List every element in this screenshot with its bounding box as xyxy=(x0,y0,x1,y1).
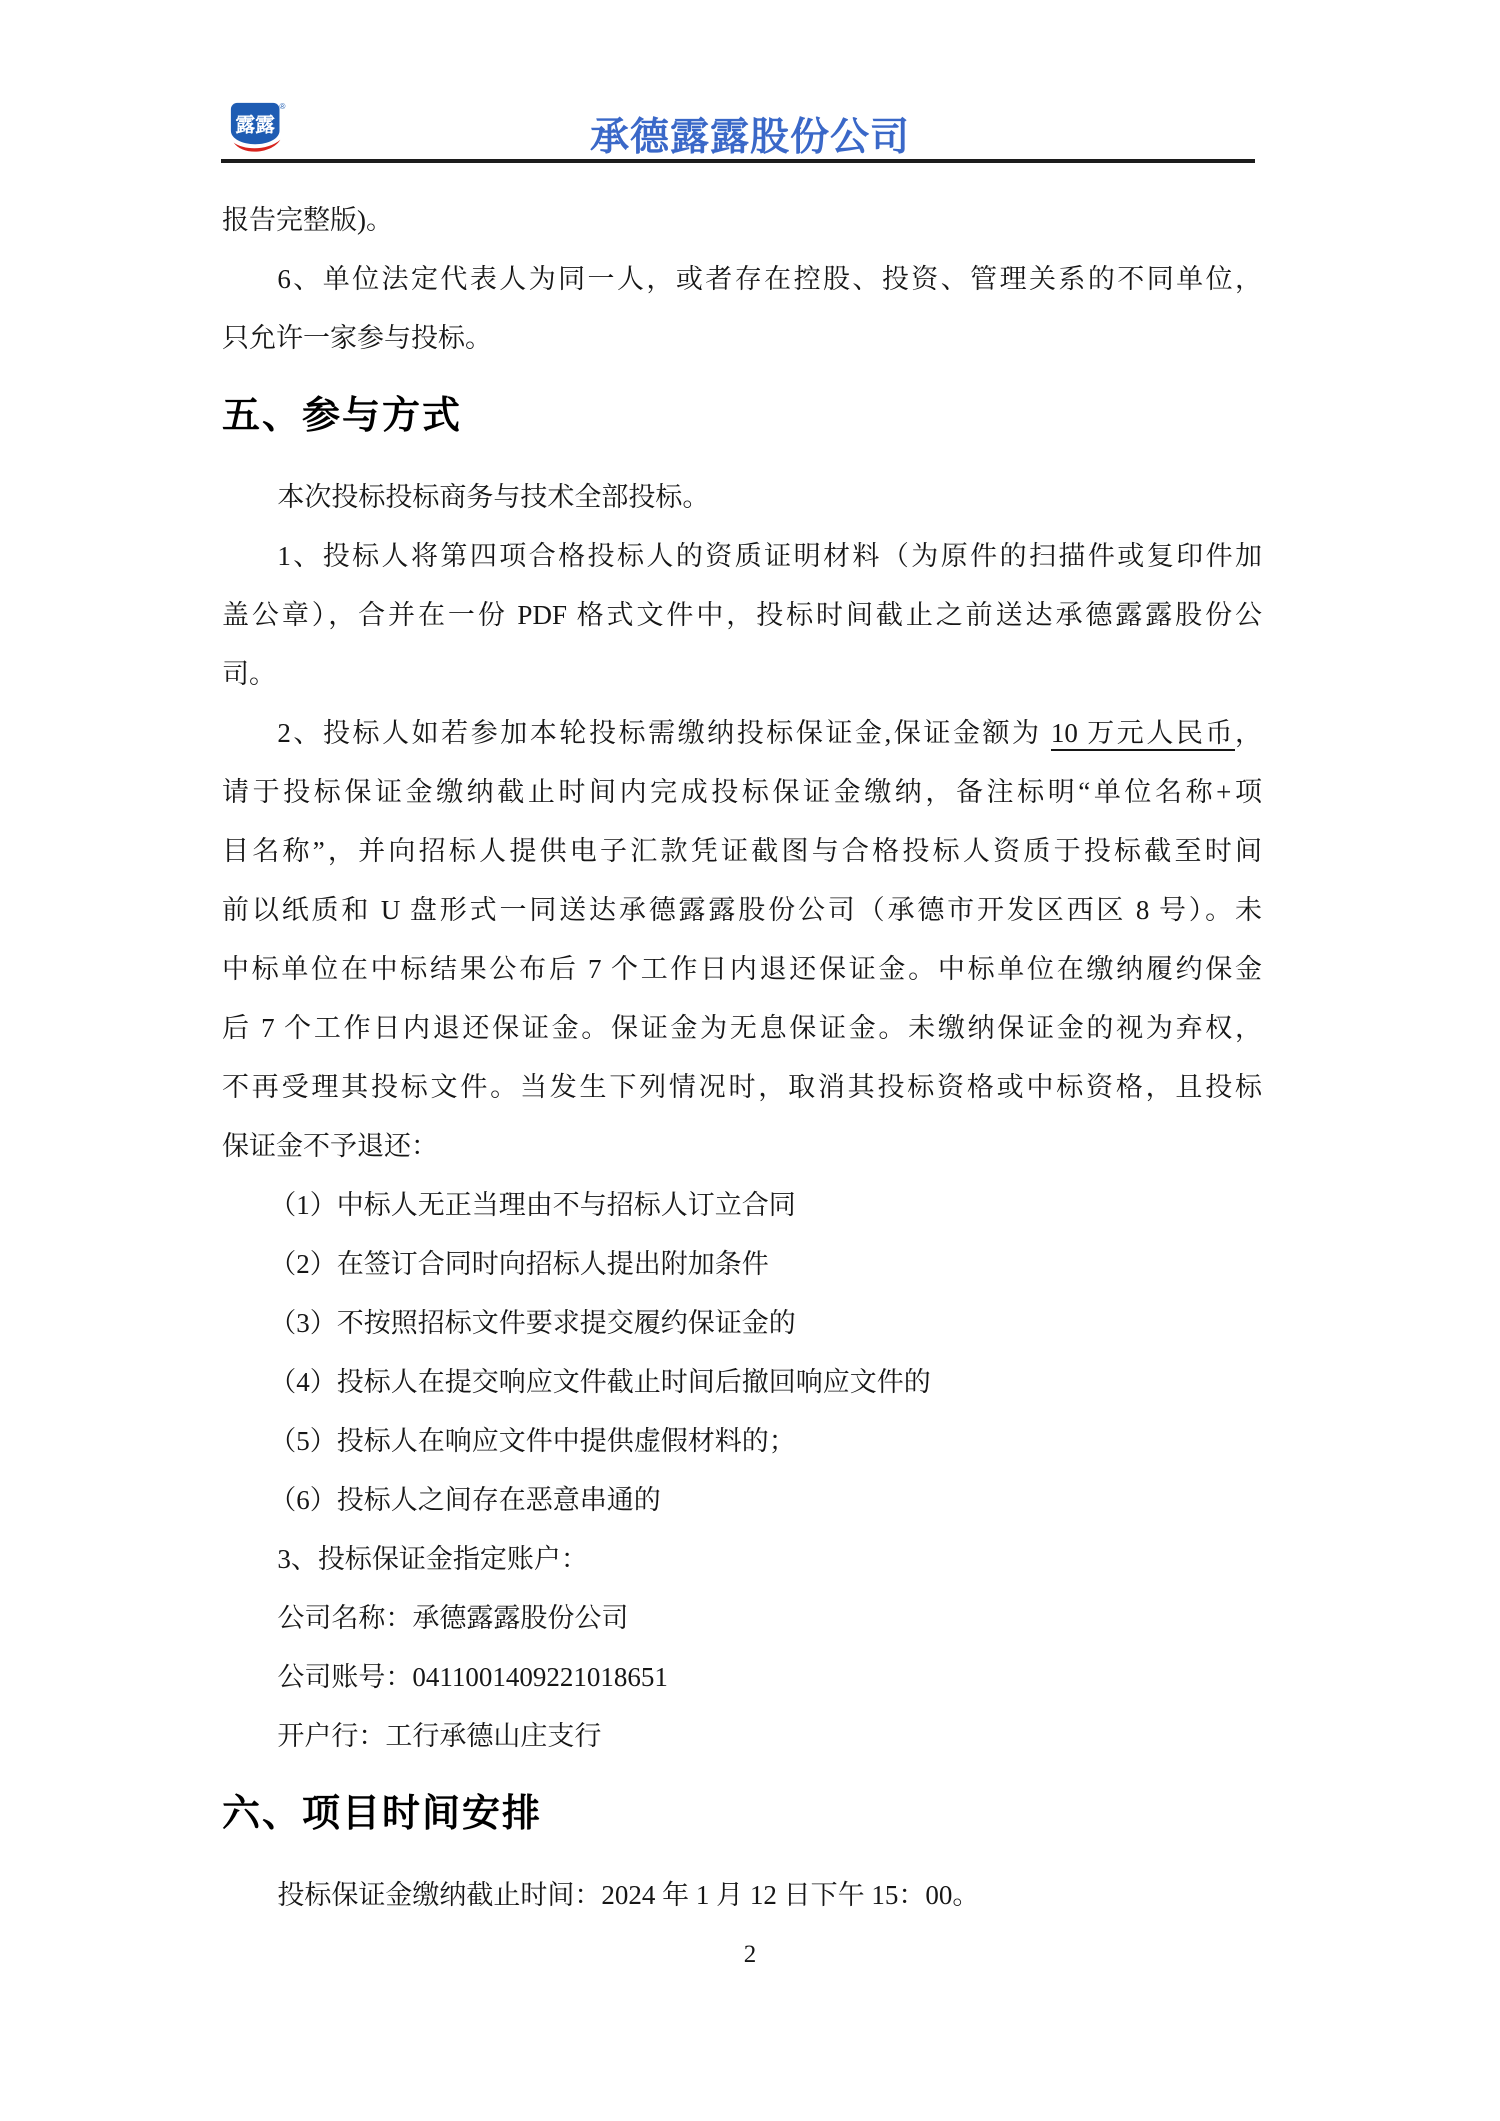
document-line xyxy=(222,1058,1262,1117)
text-run: 公司名称：承德露露股份公司 xyxy=(277,1603,629,1633)
section-5-heading xyxy=(222,385,1262,447)
section-6-heading xyxy=(222,1783,1262,1845)
text-run: 报告完整版)。 xyxy=(222,205,393,235)
document-line xyxy=(222,822,1262,881)
text-run: 请于投标保证金缴纳截止时间内完成投标保证金缴纳，备注标明“单位名称+项 xyxy=(222,777,1262,807)
text-run: 公司账号：0411001409221018651 xyxy=(277,1662,668,1692)
text-run: 后 7 个工作日内退还保证金。保证金为无息保证金。未缴纳保证金的视为弃权， xyxy=(222,1013,1262,1043)
document-line xyxy=(222,1471,1262,1530)
company-name-title: 承德露露股份公司 xyxy=(589,116,910,159)
document-line xyxy=(222,1117,1262,1176)
document-line xyxy=(222,527,1262,586)
document-line xyxy=(222,1707,1262,1766)
text-run: 司。 xyxy=(222,659,276,689)
text-run: 前以纸质和 U 盘形式一同送达承德露露股份公司（承德市开发区西区 8 号）。未 xyxy=(222,895,1262,925)
document-line xyxy=(222,191,1262,250)
text-run: （6）投标人之间存在恶意串通的 xyxy=(269,1485,661,1515)
text-run: 3、投标保证金指定账户： xyxy=(277,1544,588,1574)
document-line xyxy=(222,999,1262,1058)
document-line xyxy=(222,250,1262,309)
text-run: 五、参与方式 xyxy=(222,395,463,437)
registered-trademark-icon: ® xyxy=(279,102,286,112)
text-run: （2）在签订合同时向招标人提出附加条件 xyxy=(269,1249,769,1279)
text-run: 只允许一家参与投标。 xyxy=(222,323,492,353)
text-run: （4）投标人在提交响应文件截止时间后撤回响应文件的 xyxy=(269,1367,931,1397)
text-run: 六、项目时间安排 xyxy=(222,1793,543,1835)
logo-wordmark: 露露 xyxy=(235,114,275,137)
document-header xyxy=(0,0,1500,166)
document-line xyxy=(222,586,1262,645)
document-line xyxy=(222,1353,1262,1412)
text-run: ， xyxy=(1235,718,1263,748)
document-line xyxy=(222,940,1262,999)
document-line xyxy=(222,1235,1262,1294)
document-line xyxy=(222,881,1262,940)
document-line xyxy=(222,1294,1262,1353)
document-line xyxy=(222,1648,1262,1707)
document-line xyxy=(222,704,1262,763)
document-line xyxy=(222,763,1262,822)
page-number: 2 xyxy=(743,1941,757,1968)
text-run: 投标保证金缴纳截止时间：2024 年 1 月 12 日下午 15：00。 xyxy=(277,1880,980,1910)
text-run: 保证金不予退还： xyxy=(222,1131,438,1161)
text-run: 1、投标人将第四项合格投标人的资质证明材料（为原件的扫描件或复印件加 xyxy=(277,541,1262,571)
text-run: 目名称”，并向招标人提供电子汇款凭证截图与合格投标人资质于投标截至时间 xyxy=(222,836,1262,866)
document-line xyxy=(222,309,1262,368)
text-run: 本次投标投标商务与技术全部投标。 xyxy=(277,482,710,512)
text-run: 盖公章），合并在一份 PDF 格式文件中，投标时间截止之前送达承德露露股份公 xyxy=(222,600,1262,630)
text-run: 中标单位在中标结果公布后 7 个工作日内退还保证金。中标单位在缴纳履约保金 xyxy=(222,954,1262,984)
document-line xyxy=(222,1530,1262,1589)
document-line xyxy=(222,1176,1262,1235)
document-line xyxy=(222,468,1262,527)
document-body xyxy=(222,191,1262,1925)
document-line xyxy=(222,645,1262,704)
text-run: （5）投标人在响应文件中提供虚假材料的； xyxy=(269,1426,796,1456)
text-run: 不再受理其投标文件。当发生下列情况时，取消其投标资格或中标资格，且投标 xyxy=(222,1072,1262,1102)
text-run: 2、投标人如若参加本轮投标需缴纳投标保证金,保证金额为 xyxy=(277,718,1051,748)
text-run: 6、单位法定代表人为同一人，或者存在控股、投资、管理关系的不同单位， xyxy=(277,264,1262,294)
header-divider xyxy=(221,159,1255,163)
text-run: （1）中标人无正当理由不与招标人订立合同 xyxy=(269,1190,796,1220)
underlined-amount-text: 10 万元人民币 xyxy=(1051,718,1235,751)
document-line xyxy=(222,1866,1262,1925)
document-line xyxy=(222,1412,1262,1471)
text-run: 开户行：工行承德山庄支行 xyxy=(277,1721,602,1751)
text-run: （3）不按照招标文件要求提交履约保证金的 xyxy=(269,1308,796,1338)
document-line xyxy=(222,1589,1262,1648)
